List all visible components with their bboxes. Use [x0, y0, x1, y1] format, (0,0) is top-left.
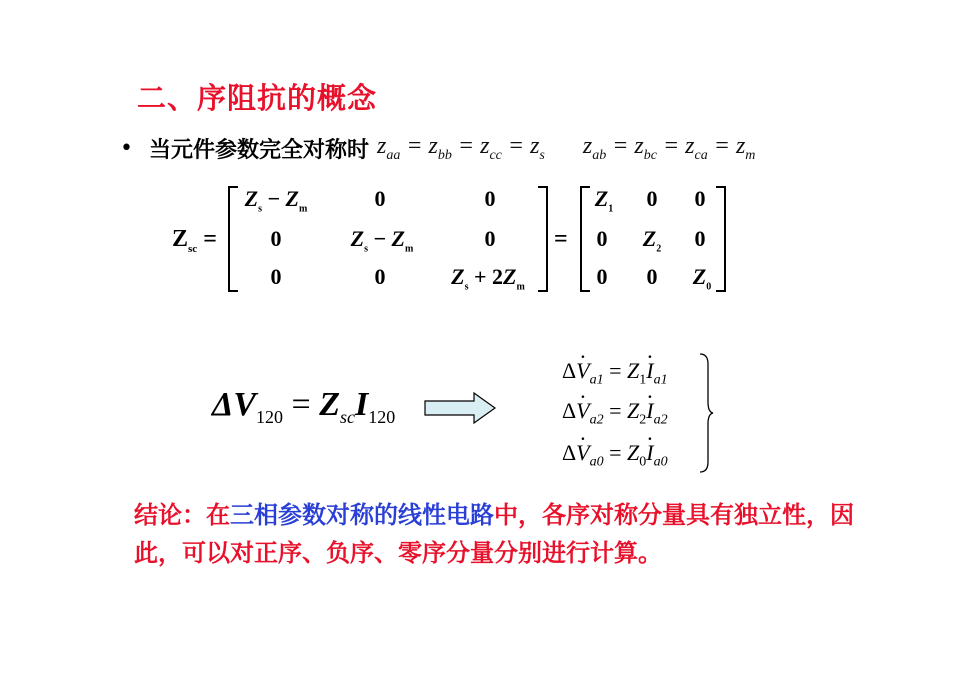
matrix-cell-r2c3: 0 [484, 226, 496, 251]
right-matrix-bracket-left [580, 186, 590, 292]
matrix-cell-r3c1: 0 [270, 264, 282, 289]
mutual-impedance-equation: $z_{ab} = z_{bc} = z_{ca} = z_m$ [582, 132, 756, 163]
diag-cell-r3c2: 0 [646, 264, 658, 289]
matrix-cell-r3c3: $Z_s + 2Z_m$ [451, 264, 525, 293]
diag-cell-r2c2: $Z_2$ [642, 226, 662, 255]
matrix-cell-r1c2: 0 [374, 186, 386, 211]
diag-cell-r2c3: 0 [694, 226, 706, 251]
diag-cell-r3c3: $Z_0$ [692, 264, 712, 293]
sequence-eq-1: $\Delta\cdot V_{a1} = Z_1\cdot I_{a1}$ [562, 358, 668, 388]
matrix-label: $Z_{sc}$ = [172, 226, 217, 255]
conclusion-text: 结论：在三相参数对称的线性电路中，各序对称分量具有独立性，因此，可以对正序、负序、零序分量分别进行计算。 [134, 501, 854, 567]
bullet-line [120, 132, 755, 164]
matrix-cell-r1c1: $Z_s - Z_m$ [244, 186, 308, 215]
diag-cell-r1c1: $Z_1$ [594, 186, 614, 215]
right-brace [698, 352, 714, 474]
matrix-cell-r2c1: 0 [270, 226, 282, 251]
self-impedance-equation: $z_{aa} = z_{bb} = z_{cc} = z_s$ [377, 132, 545, 163]
diag-cell-r1c3: 0 [694, 186, 706, 211]
matrix-cell-r1c3: 0 [484, 186, 496, 211]
bullet-symbol: • [120, 135, 133, 161]
matrix-equals: = [554, 226, 568, 252]
right-arrow-icon [424, 392, 496, 424]
sequence-eq-2: $\Delta\cdot V_{a2} = Z_2\cdot I_{a2}$ [562, 398, 668, 428]
sequence-eq-3: $\Delta\cdot V_{a0} = Z_0\cdot I_{a0}$ [562, 440, 668, 470]
matrix-cell-r3c2: 0 [374, 264, 386, 289]
sequence-voltage-equation: $\Delta V_{120} = Z_{sc}I_{120}$ [212, 386, 396, 427]
diag-cell-r3c1: 0 [596, 264, 608, 289]
matrix-cell-r2c2: $Z_s - Z_m$ [350, 226, 414, 255]
diag-cell-r1c2: 0 [646, 186, 658, 211]
right-matrix-bracket-right [716, 186, 726, 292]
left-matrix-bracket-right [538, 186, 548, 292]
slide-title: 二、序阻抗的概念 [137, 81, 378, 115]
bullet-text: 当元件参数完全对称时 [148, 137, 369, 163]
left-matrix-bracket-left [228, 186, 238, 292]
diag-cell-r2c1: 0 [596, 226, 608, 251]
